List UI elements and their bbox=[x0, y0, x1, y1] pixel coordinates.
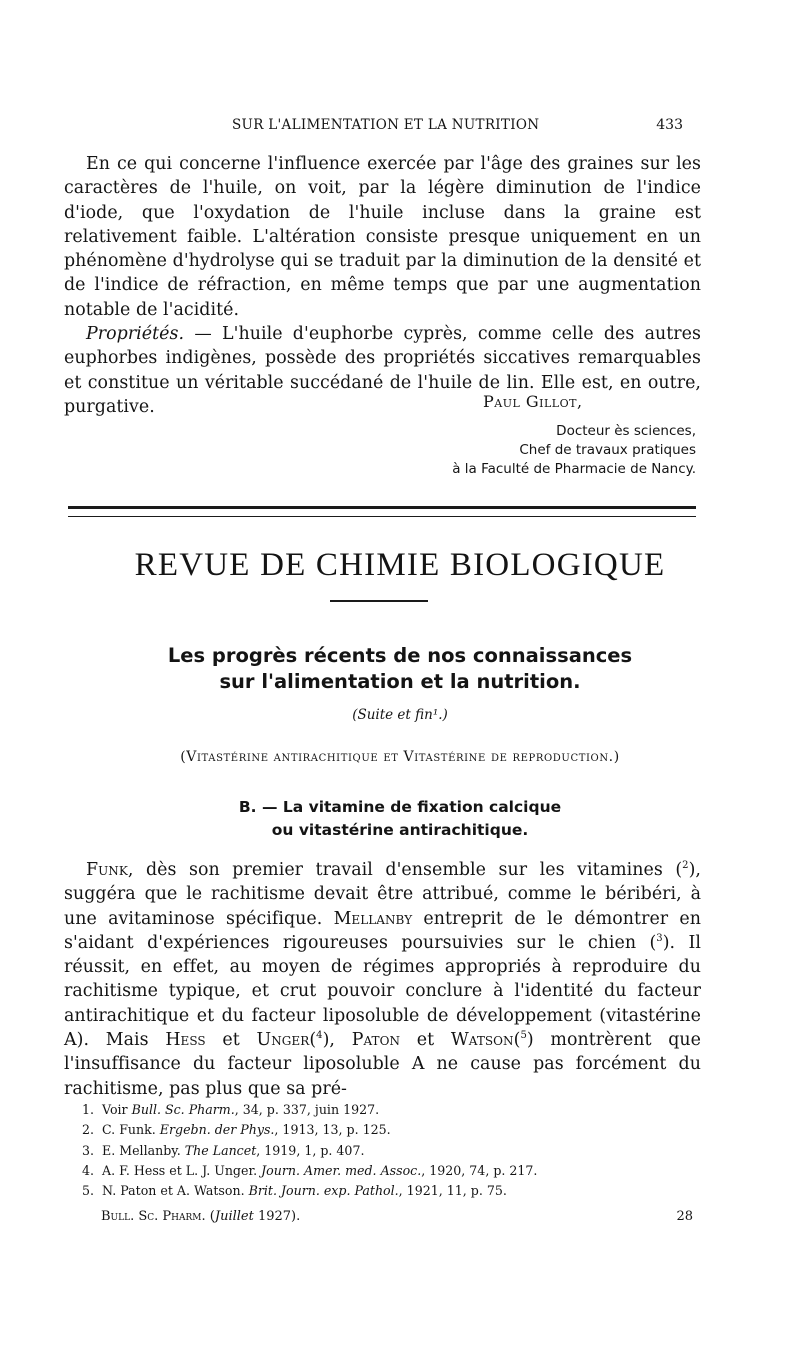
article-title bbox=[0, 643, 800, 695]
article-title-line-1: Les progrès récents de nos connaissances bbox=[167, 644, 633, 667]
article-subtitle: (Vitastérine antirachitique et Vitastérine de reproduction.) bbox=[180, 749, 620, 765]
footnote-journal: Journ. Amer. med. Assoc. bbox=[261, 1162, 422, 1178]
footnote-text: C. Funk. bbox=[102, 1122, 160, 1138]
footnote-text: , 1919, 1, p. 407. bbox=[256, 1142, 365, 1158]
footnote bbox=[82, 1161, 722, 1181]
text-run: ( bbox=[513, 1030, 521, 1051]
intro-paragraph-1: En ce qui concerne l'influence exercée par l'âge des graines sur les caractères de l'huile, on voit, par la légère diminution de l'indice d'iode, que l'oxydation de l'huile incluse dans la graine est relativement faible. L'altération consiste presque uniquement en un phénomène d'hydrolyse qui se traduit par la diminution de la densité et de l'indice de réfraction, en même temps que par une augmentation notable de l'acidité. bbox=[64, 154, 701, 320]
continuation-note: (Suite et fin¹.) bbox=[352, 707, 448, 723]
author-name: Paul Gillot, bbox=[483, 392, 583, 411]
footnote-number: 2. bbox=[82, 1122, 95, 1138]
footnotes bbox=[82, 1100, 722, 1201]
text-run: ( bbox=[309, 1030, 317, 1051]
subsection-heading bbox=[0, 796, 800, 842]
affiliation-line-1: Docteur ès sciences, bbox=[556, 423, 696, 439]
properties-label: Propriétés. bbox=[86, 324, 185, 345]
footnote-text: Voir bbox=[102, 1102, 132, 1117]
footnote bbox=[82, 1181, 722, 1201]
intro-text bbox=[64, 152, 701, 419]
running-head bbox=[0, 117, 800, 137]
footnote-number: 1. bbox=[82, 1102, 95, 1117]
text-run: et bbox=[400, 1030, 451, 1051]
footnote-text: N. Paton et A. Watson. bbox=[102, 1183, 249, 1199]
text-run: ), suggéra que le rachitisme devait être attribué, comme le béribéri, à une avitaminose spécifique. bbox=[64, 860, 701, 929]
footnote-journal: Brit. Journ. exp. Pathol. bbox=[248, 1183, 399, 1199]
author-ref-funk: Funk bbox=[86, 860, 128, 880]
sheet-number: 28 bbox=[676, 1209, 693, 1224]
footnote-text: E. Mellanby. bbox=[102, 1142, 185, 1158]
article-title-line-2: sur l'alimentation et la nutrition. bbox=[219, 670, 581, 693]
issue-month: Juillet bbox=[214, 1209, 254, 1224]
footnote-ref: 3 bbox=[656, 933, 663, 945]
affiliation-line-3: à la Faculté de Pharmacie de Nancy. bbox=[452, 461, 696, 477]
author-ref-unger: Unger bbox=[256, 1030, 310, 1051]
footnote-text: , 1920, 74, p. 217. bbox=[421, 1162, 538, 1178]
section-divider bbox=[68, 506, 696, 517]
text-run: ) montrèrent que l'insuffisance du facteur liposoluble A ne cause pas forcément du rachitisme, pas plus que sa pré- bbox=[64, 1030, 701, 1099]
footnote-ref: 5 bbox=[520, 1030, 527, 1042]
text-run: ). Il réussit, en effet, au moyen de régimes appropriés à reproduire du rachitisme typique, et crut pouvoir conclure à l'identité du facteur antirachitique et du facteur liposoluble de développement (vitastérine A). Mais bbox=[64, 932, 701, 1051]
text-run: , dès son premier travail d'ensemble sur les vitamines ( bbox=[127, 860, 683, 880]
title-rule bbox=[330, 600, 428, 602]
author-affiliation bbox=[452, 422, 696, 479]
text-run: ), bbox=[322, 1030, 352, 1051]
subsection-heading-line-2: ou vitastérine antirachitique. bbox=[271, 821, 529, 839]
footnote-text: , 1921, 11, p. 75. bbox=[398, 1183, 507, 1199]
footnote-text: A. F. Hess et L. J. Unger. bbox=[102, 1162, 262, 1178]
text-run: et bbox=[205, 1030, 257, 1051]
subsection-heading-line-1: B. — La vitamine de fixation calcique bbox=[238, 798, 562, 816]
main-paragraph bbox=[64, 858, 701, 1101]
intro-paragraph-2 bbox=[64, 322, 701, 419]
page-footer bbox=[0, 1209, 800, 1229]
footnote-text: , 1913, 13, p. 125. bbox=[274, 1122, 391, 1138]
footnote-journal: Ergebn. der Phys. bbox=[159, 1122, 275, 1138]
properties-text: — L'huile d'euphorbe cyprès, comme celle des autres euphorbes indigènes, possède des propriétés siccatives remarquables et constitue un véritable succédané de l'huile de lin. Elle est, en outre, purgative. bbox=[64, 324, 701, 417]
page-number: 433 bbox=[656, 117, 683, 133]
journal-abbrev: Bull. Sc. Pharm. bbox=[101, 1209, 206, 1224]
footnote-ref: 2 bbox=[682, 860, 689, 872]
footnote-text: , 34, p. 337, juin 1927. bbox=[234, 1102, 380, 1117]
journal-signature bbox=[101, 1209, 300, 1224]
footnote-journal: Bull. Sc. Pharm. bbox=[131, 1102, 235, 1117]
text-run: ( bbox=[205, 1209, 215, 1224]
footnote-ref: 4 bbox=[316, 1030, 323, 1042]
section-title: REVUE DE CHIMIE BIOLOGIQUE bbox=[134, 547, 666, 583]
main-text bbox=[64, 858, 701, 1101]
footnote-number: 3. bbox=[82, 1142, 95, 1158]
footnote-number: 5. bbox=[82, 1183, 95, 1199]
running-title: SUR L'ALIMENTATION ET LA NUTRITION bbox=[232, 117, 540, 133]
author-ref-paton: Paton bbox=[351, 1030, 401, 1051]
footnote-number: 4. bbox=[82, 1162, 95, 1178]
footnote bbox=[82, 1141, 722, 1161]
footnote-journal: The Lancet bbox=[184, 1142, 257, 1158]
author-ref-mellanby: Mellanby bbox=[333, 908, 413, 929]
author-ref-hess: Hess bbox=[165, 1030, 206, 1051]
text-run: entreprit de le démontrer en s'aidant d'expériences rigoureuses poursuivies sur le chien ( bbox=[64, 908, 701, 953]
author-ref-watson: Watson bbox=[450, 1030, 514, 1051]
text-run: 1927). bbox=[253, 1209, 301, 1224]
affiliation-line-2: Chef de travaux pratiques bbox=[519, 442, 696, 458]
footnote bbox=[82, 1100, 722, 1120]
footnote bbox=[82, 1120, 722, 1140]
